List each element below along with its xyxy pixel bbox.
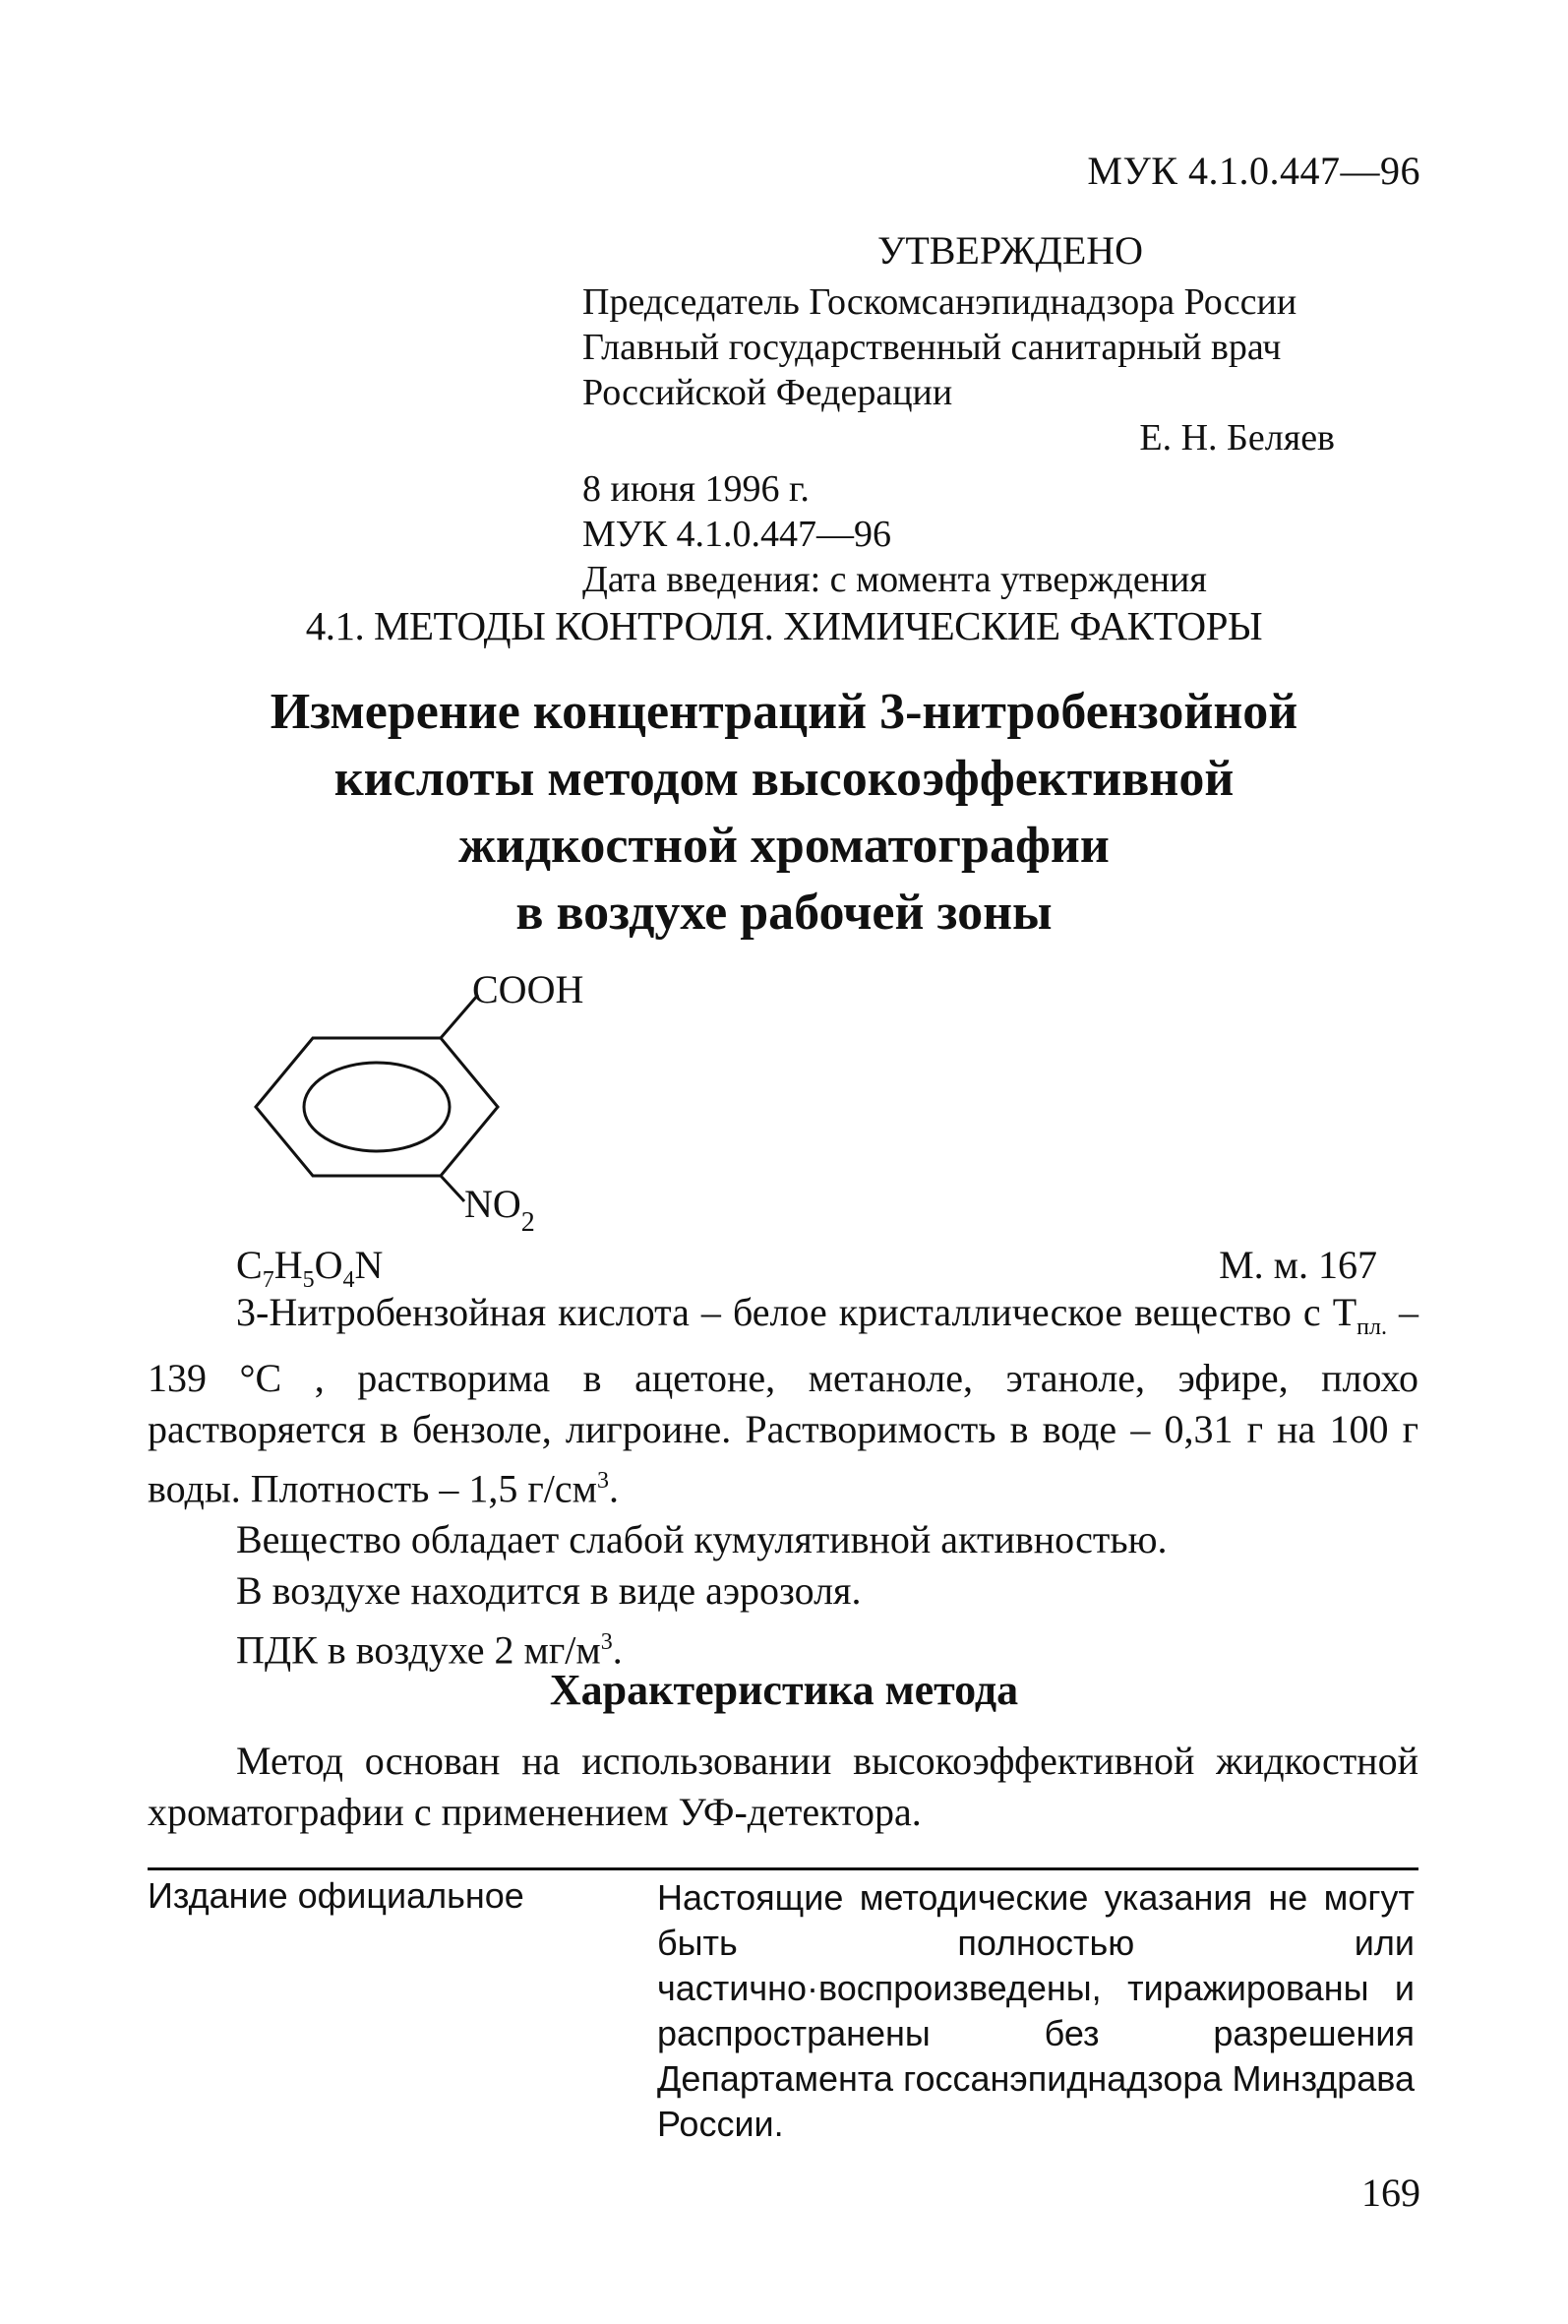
page-number: 169 — [1361, 2171, 1420, 2215]
section-code: 4.1. МЕТОДЫ КОНТРОЛЯ. ХИМИЧЕСКИЕ ФАКТОРЫ — [305, 603, 1263, 648]
molecular-formula: $C_7H_5O_4N$ — [236, 1243, 384, 1293]
title-line-1: Измерение концентраций 3-нитробензойной — [270, 684, 1298, 740]
bond-nitro — [441, 1176, 464, 1201]
approval-date: 8 июня 1996 г. — [582, 468, 810, 510]
approval-line-doctor: Главный государственный санитарный врач — [582, 327, 1282, 368]
approval-title: УТВЕРЖДЕНО — [877, 228, 1144, 273]
title-line-3: жидкостной хроматографии — [458, 818, 1110, 874]
approval-block — [582, 228, 1350, 602]
copyright-notice: Настоящие методические указания не могут быть полностью или частично·воспроизведены, тиражированы и распространены без разрешения Департамента госсанэпиднадзора Минздрава России. — [657, 1877, 1415, 2144]
official-edition-label: Издание официальное — [148, 1875, 524, 1916]
document-code: МУК 4.1.0.447—96 — [1087, 149, 1420, 193]
nitro-group-label: $NO_2$ — [464, 1182, 535, 1235]
structural-formula — [246, 959, 639, 1235]
title-line-4: в воздухе рабочей зоны — [515, 885, 1053, 941]
approval-line-chairman: Председатель Госкомсанэпиднадзора России — [582, 281, 1297, 323]
substance-description — [148, 1287, 1418, 1677]
benzene-ring — [256, 1038, 498, 1176]
title-line-2: кислоты методом высокоэффективной — [333, 751, 1235, 807]
document-title — [0, 679, 1568, 947]
aerosol-text: В воздухе находится в виде аэрозоля. — [236, 1568, 862, 1614]
mac-text: ПДК в воздухе 2 $мг/м^3$. — [236, 1627, 623, 1673]
molar-mass: М. м. 167 — [1219, 1243, 1377, 1287]
description-paragraph: 3-Нитробензойная кислота – белое кристаллическое вещество с $T_{пл.} - 139$ °C , растворима в ацетоне, метаноле, этаноле, эфире, плохо растворяется в бензоле, лигроине. Растворимость в воде – 0,31 г на 100 г воды. Плотность – 1,5 $г/см^3$. — [148, 1290, 1419, 1511]
cumulative-activity-text: Вещество обладает слабой кумулятивной активностью. — [236, 1517, 1168, 1562]
approval-effective-date: Дата введения: с момента утверждения — [582, 559, 1207, 600]
approval-line-federation: Российской Федерации — [582, 372, 953, 413]
carboxyl-group-label: COOH — [472, 967, 584, 1011]
method-text: Метод основан на использовании высокоэффективной жидкостной хроматографии с применением УФ-детектора. — [148, 1739, 1418, 1834]
approval-signer: Е. Н. Беляев — [1139, 417, 1335, 459]
approval-code: МУК 4.1.0.447—96 — [582, 514, 892, 555]
method-heading: Характеристика метода — [549, 1666, 1019, 1714]
footer-divider — [148, 1867, 1418, 1870]
